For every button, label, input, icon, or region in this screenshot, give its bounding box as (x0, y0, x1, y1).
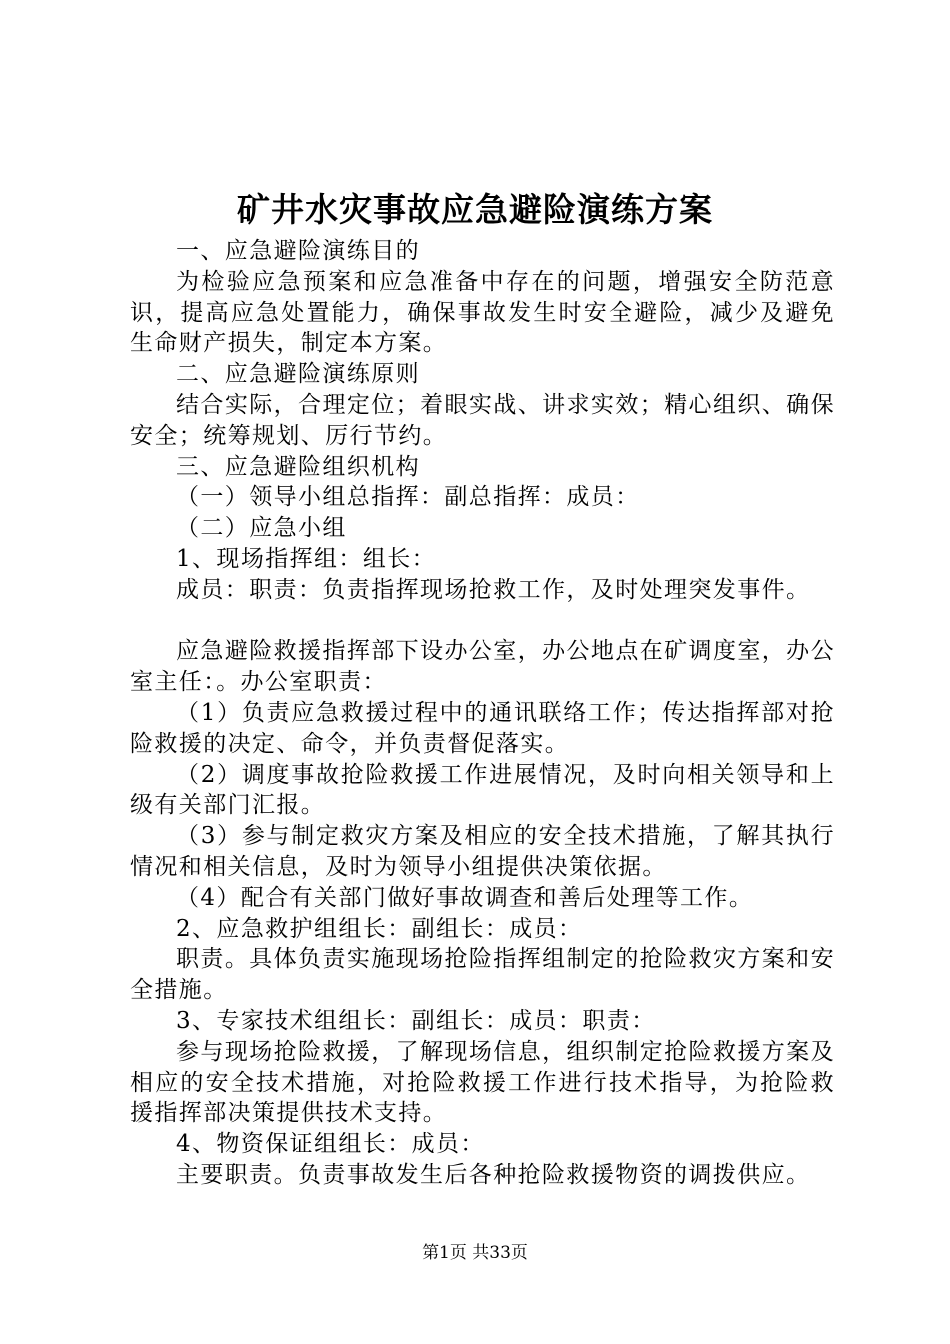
paragraph-leadership-group: （一）领导小组总指挥：副总指挥：成员： (176, 484, 640, 511)
paragraph-rescue-group: 2、应急救护组组长：副组长：成员： (176, 915, 583, 942)
paragraph-purpose: 为检验应急预案和应急准备中存在的问题，增强安全防范意识，提高应急处置能力，确保事故发生时安全避险，减少及避免生命财产损失，制定本方案。 (130, 268, 835, 357)
paragraph-supply-duties: 主要职责。负责事故发生后各种抢险救援物资的调拨供应。 (176, 1161, 811, 1188)
paragraph-office-duty-3: （3）参与制定救灾方案及相应的安全技术措施，了解其执行情况和相关信息，及时为领导小组提供决策依据。 (130, 823, 835, 880)
document-body (130, 236, 835, 1191)
paragraph-site-command-duties: 成员：职责：负责指挥现场抢救工作，及时处理突发事件。 (176, 576, 811, 603)
document-title: 矿井水灾事故应急避险演练方案 (237, 190, 713, 229)
heading-principles: 二、应急避险演练原则 (176, 361, 420, 388)
paragraph-office-duty-1: （1）负责应急救援过程中的通讯联络工作；传达指挥部对抢险救援的决定、命令，并负责督促落实。 (130, 699, 835, 757)
paragraph-rescue-duties: 职责。具体负责实施现场抢险指挥组制定的抢险救灾方案和安全措施。 (130, 946, 835, 1004)
paragraph-emergency-group: （二）应急小组 (176, 515, 347, 542)
blank-line (130, 606, 835, 637)
paragraph-expert-duties: 参与现场抢险救援，了解现场信息，组织制定抢险救援方案及相应的安全技术措施，对抢险救援工作进行技术指导，为抢险救援指挥部决策提供技术支持。 (130, 1038, 835, 1127)
page-footer: 第1页 共33页 (422, 1243, 528, 1263)
paragraph-expert-group: 3、专家技术组组长：副组长：成员：职责： (176, 1007, 656, 1034)
paragraph-office-duty-2: （2）调度事故抢险救援工作进展情况，及时向相关领导和上级有关部门汇报。 (130, 761, 835, 819)
paragraph-principles: 结合实际，合理定位；着眼实战、讲求实效；精心组织、确保安全；统筹规划、厉行节约。 (130, 391, 835, 449)
heading-purpose: 一、应急避险演练目的 (176, 238, 420, 264)
paragraph-site-command-group: 1、现场指挥组：组长： (176, 545, 437, 572)
paragraph-office: 应急避险救援指挥部下设办公室，办公地点在矿调度室，办公室主任：。办公室职责： (130, 638, 835, 696)
paragraph-supply-group: 4、物资保证组组长：成员： (176, 1131, 485, 1158)
paragraph-office-duty-4: （4）配合有关部门做好事故调查和善后处理等工作。 (176, 884, 754, 911)
heading-organization: 三、应急避险组织机构 (176, 453, 420, 480)
